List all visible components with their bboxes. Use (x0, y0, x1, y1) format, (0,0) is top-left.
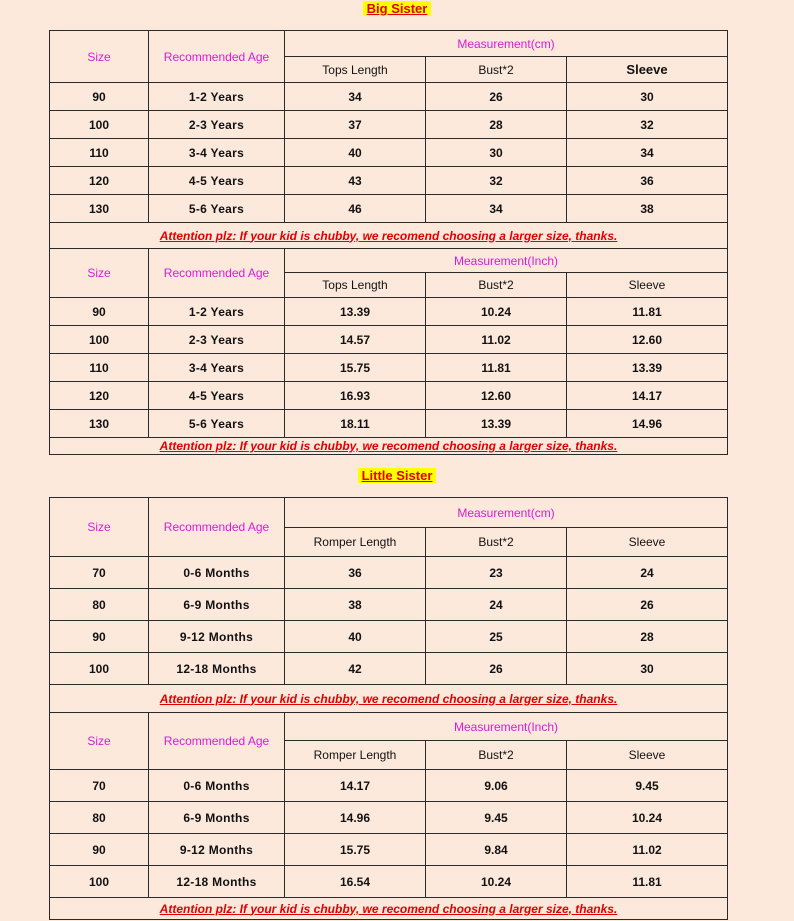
chubby-note: Attention plz: If your kid is chubby, we recomend choosing a larger size, thanks. (50, 438, 728, 455)
bust-cell: 9.06 (426, 770, 567, 802)
table-row (50, 621, 728, 653)
age-cell: 1-2 Years (149, 83, 285, 111)
length-cell: 14.96 (285, 802, 426, 834)
length-cell: 40 (285, 621, 426, 653)
length-cell: 15.75 (285, 834, 426, 866)
length-cell: 40 (285, 139, 426, 167)
age-cell: 4-5 Years (149, 167, 285, 195)
table-row (50, 770, 728, 802)
age-cell: 3-4 Years (149, 139, 285, 167)
age-cell: 2-3 Years (149, 111, 285, 139)
measurement-header: Measurement(Inch) (285, 713, 728, 741)
table-row (50, 298, 728, 326)
col-header-bust: Bust*2 (426, 741, 567, 770)
sleeve-cell: 24 (567, 557, 728, 589)
size-cell: 130 (50, 195, 149, 223)
size-cell: 100 (50, 653, 149, 685)
table-row (50, 866, 728, 898)
little-sister-cm-table (49, 497, 728, 713)
table-row (50, 326, 728, 354)
age-cell: 9-12 Months (149, 834, 285, 866)
table-row (50, 557, 728, 589)
length-cell: 37 (285, 111, 426, 139)
sleeve-cell: 14.17 (567, 382, 728, 410)
sleeve-cell: 12.60 (567, 326, 728, 354)
age-header: Recommended Age (149, 31, 285, 83)
length-cell: 14.17 (285, 770, 426, 802)
size-cell: 110 (50, 139, 149, 167)
age-header: Recommended Age (149, 498, 285, 557)
size-cell: 130 (50, 410, 149, 438)
bust-cell: 9.45 (426, 802, 567, 834)
bust-cell: 11.81 (426, 354, 567, 382)
col-header-bust: Bust*2 (426, 273, 567, 298)
sleeve-cell: 13.39 (567, 354, 728, 382)
bust-cell: 26 (426, 83, 567, 111)
little-sister-inch-table (49, 712, 728, 920)
sleeve-cell: 14.96 (567, 410, 728, 438)
bust-cell: 12.60 (426, 382, 567, 410)
length-cell: 36 (285, 557, 426, 589)
length-cell: 43 (285, 167, 426, 195)
size-cell: 110 (50, 354, 149, 382)
bust-cell: 23 (426, 557, 567, 589)
sleeve-cell: 10.24 (567, 802, 728, 834)
length-cell: 15.75 (285, 354, 426, 382)
size-cell: 100 (50, 866, 149, 898)
chubby-note: Attention plz: If your kid is chubby, we recomend choosing a larger size, thanks. (50, 685, 728, 713)
little-sister-title-text: Little Sister (358, 468, 437, 483)
sleeve-cell: 30 (567, 83, 728, 111)
table-row (50, 354, 728, 382)
size-header: Size (50, 713, 149, 770)
length-cell: 16.93 (285, 382, 426, 410)
table-row (50, 589, 728, 621)
age-header: Recommended Age (149, 713, 285, 770)
size-cell: 90 (50, 621, 149, 653)
size-header: Size (50, 498, 149, 557)
length-cell: 38 (285, 589, 426, 621)
size-header: Size (50, 31, 149, 83)
measurement-header: Measurement(Inch) (285, 249, 728, 273)
size-cell: 70 (50, 770, 149, 802)
age-cell: 5-6 Years (149, 195, 285, 223)
col-header-bust: Bust*2 (426, 528, 567, 557)
age-cell: 1-2 Years (149, 298, 285, 326)
size-cell: 100 (50, 326, 149, 354)
col-header-sleeve: Sleeve (567, 57, 728, 83)
sleeve-cell: 32 (567, 111, 728, 139)
table-row (50, 410, 728, 438)
table-row (50, 139, 728, 167)
bust-cell: 10.24 (426, 298, 567, 326)
chubby-note: Attention plz: If your kid is chubby, we recomend choosing a larger size, thanks. (50, 898, 728, 920)
little-sister-title (0, 467, 794, 485)
length-cell: 42 (285, 653, 426, 685)
age-cell: 3-4 Years (149, 354, 285, 382)
bust-cell: 24 (426, 589, 567, 621)
sleeve-cell: 11.81 (567, 298, 728, 326)
sleeve-cell: 11.02 (567, 834, 728, 866)
bust-cell: 13.39 (426, 410, 567, 438)
age-header: Recommended Age (149, 249, 285, 298)
table-row (50, 111, 728, 139)
bust-cell: 32 (426, 167, 567, 195)
age-cell: 6-9 Months (149, 589, 285, 621)
length-cell: 18.11 (285, 410, 426, 438)
table-row (50, 167, 728, 195)
sleeve-cell: 36 (567, 167, 728, 195)
measurement-header: Measurement(cm) (285, 31, 728, 57)
big-sister-inch-table (49, 248, 728, 455)
size-cell: 80 (50, 589, 149, 621)
bust-cell: 25 (426, 621, 567, 653)
age-cell: 9-12 Months (149, 621, 285, 653)
age-cell: 6-9 Months (149, 802, 285, 834)
age-cell: 0-6 Months (149, 557, 285, 589)
big-sister-title-text: Big Sister (363, 1, 432, 16)
table-row (50, 653, 728, 685)
table-row (50, 834, 728, 866)
size-cell: 80 (50, 802, 149, 834)
table-row (50, 195, 728, 223)
col-header-length: Tops Length (285, 273, 426, 298)
sleeve-cell: 28 (567, 621, 728, 653)
chubby-note: Attention plz: If your kid is chubby, we recomend choosing a larger size, thanks. (50, 223, 728, 249)
age-cell: 12-18 Months (149, 866, 285, 898)
age-cell: 5-6 Years (149, 410, 285, 438)
sleeve-cell: 38 (567, 195, 728, 223)
size-cell: 90 (50, 83, 149, 111)
sleeve-cell: 11.81 (567, 866, 728, 898)
length-cell: 46 (285, 195, 426, 223)
bust-cell: 9.84 (426, 834, 567, 866)
col-header-length: Romper Length (285, 528, 426, 557)
length-cell: 34 (285, 83, 426, 111)
col-header-sleeve: Sleeve (567, 273, 728, 298)
size-cell: 100 (50, 111, 149, 139)
sleeve-cell: 30 (567, 653, 728, 685)
age-cell: 2-3 Years (149, 326, 285, 354)
size-cell: 120 (50, 382, 149, 410)
table-row (50, 382, 728, 410)
length-cell: 13.39 (285, 298, 426, 326)
col-header-length: Romper Length (285, 741, 426, 770)
size-cell: 70 (50, 557, 149, 589)
col-header-bust: Bust*2 (426, 57, 567, 83)
bust-cell: 34 (426, 195, 567, 223)
measurement-header: Measurement(cm) (285, 498, 728, 528)
big-sister-title (0, 0, 794, 18)
size-cell: 120 (50, 167, 149, 195)
sleeve-cell: 9.45 (567, 770, 728, 802)
size-cell: 90 (50, 834, 149, 866)
age-cell: 4-5 Years (149, 382, 285, 410)
bust-cell: 30 (426, 139, 567, 167)
table-row (50, 83, 728, 111)
size-cell: 90 (50, 298, 149, 326)
age-cell: 0-6 Months (149, 770, 285, 802)
bust-cell: 11.02 (426, 326, 567, 354)
big-sister-cm-table (49, 30, 728, 249)
bust-cell: 26 (426, 653, 567, 685)
col-header-sleeve: Sleeve (567, 528, 728, 557)
table-row (50, 802, 728, 834)
sleeve-cell: 34 (567, 139, 728, 167)
size-header: Size (50, 249, 149, 298)
bust-cell: 28 (426, 111, 567, 139)
col-header-sleeve: Sleeve (567, 741, 728, 770)
length-cell: 16.54 (285, 866, 426, 898)
col-header-length: Tops Length (285, 57, 426, 83)
length-cell: 14.57 (285, 326, 426, 354)
sleeve-cell: 26 (567, 589, 728, 621)
bust-cell: 10.24 (426, 866, 567, 898)
age-cell: 12-18 Months (149, 653, 285, 685)
